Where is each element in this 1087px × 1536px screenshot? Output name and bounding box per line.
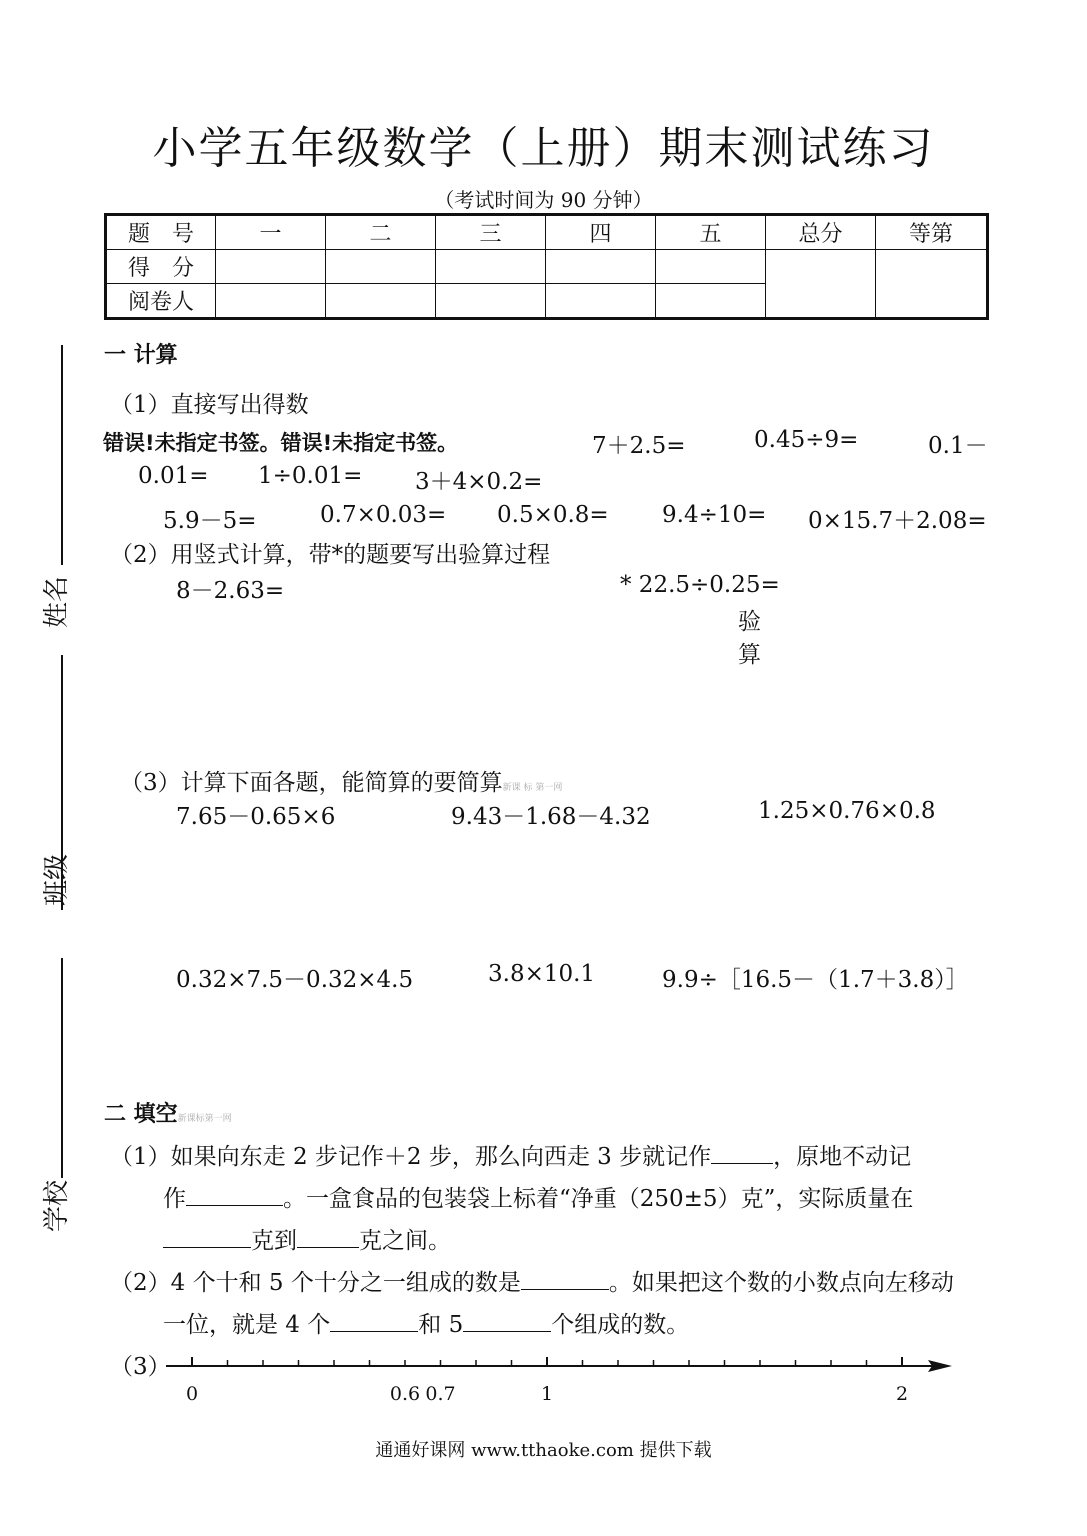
grader-cell[interactable] — [546, 284, 656, 319]
vertical-calc-item: * 22.5÷0.25= — [620, 572, 780, 598]
calc-item: 0.5×0.8= — [497, 502, 609, 528]
calc-item: 7＋2.5= — [592, 433, 686, 459]
grader-cell[interactable] — [326, 284, 436, 319]
calc-item: 0.32×7.5－0.32×4.5 — [176, 967, 414, 993]
header-cell: 一 — [216, 215, 326, 250]
school-label: 学校 — [42, 1179, 72, 1232]
fill-q1-line3 — [163, 1222, 451, 1255]
check-char: 算 — [738, 642, 761, 668]
calc-item: 5.9－5= — [163, 508, 257, 534]
header-cell: 五 — [656, 215, 766, 250]
fill-q1-text: 。一盒食品的包装袋上标着“净重（250±5）克”，实际质量在 — [283, 1186, 914, 1212]
number-line-label: 0 — [185, 1383, 199, 1405]
fill-q2-text: 个组成的数。 — [551, 1312, 690, 1338]
score-cell[interactable] — [546, 250, 656, 284]
number-line-label: 0.7 — [425, 1383, 456, 1405]
fill-q2-text: （2）4 个十和 5 个十分之一组成的数是 — [110, 1270, 521, 1296]
number-line — [160, 1350, 960, 1410]
fill-q2-text: 。如果把这个数的小数点向左移动 — [608, 1270, 954, 1296]
fill-q3-label: （3） — [110, 1354, 171, 1380]
section-2-title-text: 二 填空 — [104, 1102, 178, 1127]
fill-q2-text: 和 5 — [418, 1312, 464, 1338]
fill-q1-text: （1）如果向东走 2 步记作＋2 步，那么向西走 3 步就记作 — [110, 1144, 712, 1170]
fill-blank[interactable] — [330, 1309, 418, 1332]
header-cell: 题 号 — [106, 215, 216, 250]
watermark-text: 新课标第一网 — [177, 1114, 232, 1124]
page-title: 小学五年级数学（上册）期末测试练习 — [152, 123, 935, 174]
fill-q1-line1 — [110, 1138, 911, 1171]
name-label: 姓名 — [42, 575, 72, 628]
fill-blank[interactable] — [297, 1225, 359, 1248]
fill-q1-text: 作 — [163, 1186, 186, 1212]
score-table — [104, 213, 989, 320]
calc-item: 0×15.7＋2.08= — [808, 508, 987, 534]
grade-cell[interactable] — [876, 250, 988, 319]
row-label: 得 分 — [106, 250, 216, 284]
school-line[interactable] — [61, 958, 63, 1178]
header-cell: 总分 — [766, 215, 876, 250]
number-line-label: 0.6 — [389, 1383, 421, 1405]
check-char: 验 — [738, 609, 761, 635]
fill-q1-text: ，原地不动记 — [773, 1144, 912, 1170]
calc-item: 9.43－1.68－4.32 — [451, 804, 651, 830]
q3-label — [120, 764, 562, 797]
fill-blank[interactable] — [186, 1183, 283, 1206]
calc-item: 3.8×10.1 — [488, 961, 596, 987]
q2-label: （2）用竖式计算，带*的题要写出验算过程 — [110, 542, 551, 568]
fill-q2-line1 — [110, 1264, 954, 1297]
total-score-cell[interactable] — [766, 250, 876, 319]
score-cell[interactable] — [216, 250, 326, 284]
calc-item: 0.45÷9= — [754, 427, 859, 453]
error-bookmark-text: 错误!未指定书签。错误!未指定书签。 — [103, 431, 459, 455]
header-cell: 等第 — [876, 215, 988, 250]
score-table-header — [106, 215, 988, 250]
score-row — [106, 250, 988, 284]
exam-time-note: （考试时间为 90 分钟） — [434, 188, 653, 212]
section-2-title — [104, 1097, 232, 1128]
score-cell[interactable] — [656, 250, 766, 284]
fill-q2-text: 一位，就是 4 个 — [163, 1312, 331, 1338]
header-cell: 二 — [326, 215, 436, 250]
calc-item: 0.1－ — [928, 433, 988, 459]
fill-blank[interactable] — [521, 1267, 609, 1290]
fill-q1-text: 克之间。 — [359, 1228, 451, 1254]
number-line-label: 2 — [895, 1383, 909, 1405]
fill-blank[interactable] — [711, 1141, 773, 1164]
fill-q1-line2 — [163, 1180, 913, 1213]
score-cell[interactable] — [436, 250, 546, 284]
calc-item: 1÷0.01= — [258, 463, 363, 489]
number-line-label: 1 — [540, 1383, 554, 1405]
section-1-title: 一 计算 — [104, 343, 178, 368]
name-line[interactable] — [61, 345, 63, 565]
calc-item: 3＋4×0.2= — [415, 469, 543, 495]
q3-label-text: （3）计算下面各题，能简算的要简算 — [120, 770, 503, 796]
fill-q2-line2 — [163, 1306, 689, 1339]
fill-blank[interactable] — [163, 1225, 251, 1248]
calc-item: 9.9÷［16.5－（1.7＋3.8）］ — [662, 967, 969, 993]
header-cell: 三 — [436, 215, 546, 250]
class-label: 班级 — [42, 853, 72, 906]
calc-item: 7.65－0.65×6 — [176, 804, 336, 830]
fill-blank[interactable] — [463, 1309, 551, 1332]
vertical-calc-item: 8－2.63= — [176, 578, 285, 604]
footer-text: 通通好课网 www.tthaoke.com 提供下载 — [375, 1440, 712, 1461]
q1-label: （1）直接写出得数 — [110, 392, 309, 418]
calc-item: 1.25×0.76×0.8 — [758, 798, 936, 824]
fill-q1-text: 克到 — [251, 1228, 297, 1254]
header-cell: 四 — [546, 215, 656, 250]
row-label: 阅卷人 — [106, 284, 216, 319]
calc-item: 0.01= — [138, 463, 209, 489]
grader-cell[interactable] — [436, 284, 546, 319]
grader-cell[interactable] — [216, 284, 326, 319]
grader-cell[interactable] — [656, 284, 766, 319]
calc-item: 9.4÷10= — [662, 502, 767, 528]
calc-item: 0.7×0.03= — [320, 502, 447, 528]
watermark-text: 新课 标 第一网 — [502, 783, 563, 793]
score-cell[interactable] — [326, 250, 436, 284]
